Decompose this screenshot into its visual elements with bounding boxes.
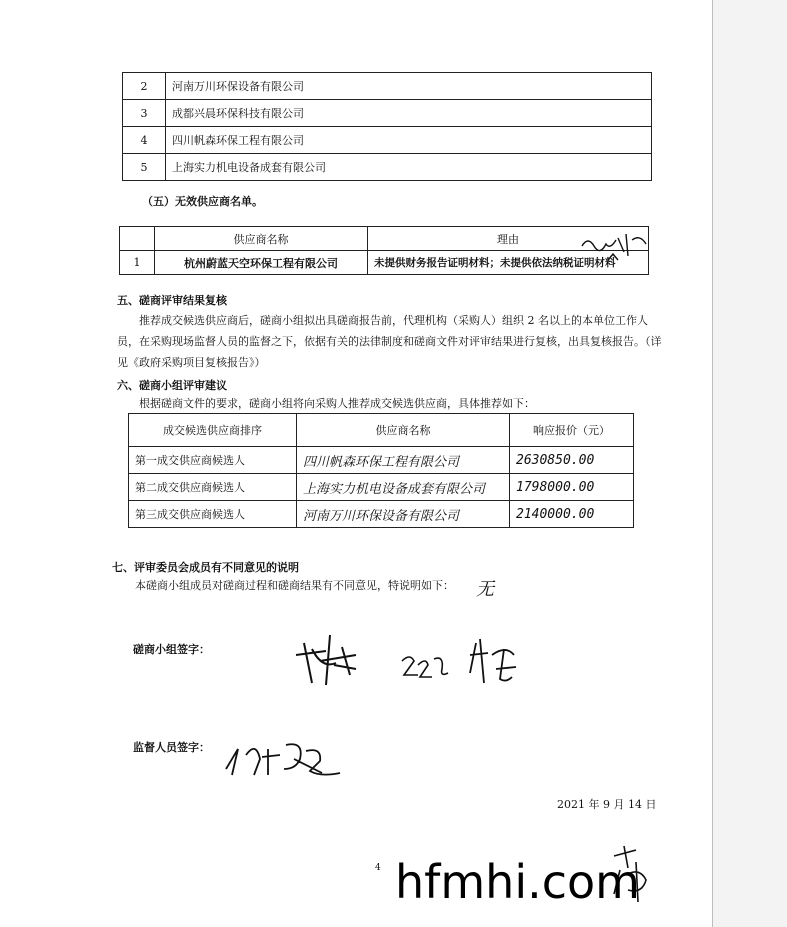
table-row [123,73,652,100]
supplier-name: 河南万川环保设备有限公司 [297,501,510,528]
supplier-name: 成都兴晨环保科技有限公司 [166,100,652,127]
supplier-name: 上海实力机电设备成套有限公司 [297,474,510,501]
table-row [123,154,652,181]
section-seven-heading: 七、评审委员会成员有不同意见的说明 [112,561,299,574]
price-cell: 2140000.00 [510,501,634,528]
price-cell: 1798000.00 [510,474,634,501]
row-number: 1 [120,251,155,275]
supervisor-signature-image [222,735,362,781]
supplier-table [122,72,652,181]
page-number: 4 [375,863,381,873]
header-supplier-name: 供应商名称 [297,414,510,447]
table-header-row [120,227,649,251]
supplier-name: 杭州蔚蓝天空环保工程有限公司 [155,251,368,275]
table-row [129,447,634,474]
table-row [129,474,634,501]
row-number: 5 [123,154,166,181]
section-six-body: 根据磋商文件的要求，磋商小组将向采购人推荐成交候选供应商，具体推荐如下： [139,397,535,410]
watermark-text: hfmhi.com [395,855,640,909]
rank-cell: 第一成交供应商候选人 [129,447,297,474]
supplier-name: 四川帆森环保工程有限公司 [297,447,510,474]
supervisor-signature-label: 监督人员签字： [133,741,210,754]
rank-cell: 第二成交供应商候选人 [129,474,297,501]
table-header-row [129,414,634,447]
rank-cell: 第三成交供应商候选人 [129,501,297,528]
header-price: 响应报价（元） [510,414,634,447]
document-date: 2021 年 9 月 14 日 [557,798,657,811]
invalid-supplier-table [119,226,649,275]
section-seven-body: 本磋商小组成员对磋商过程和磋商结果有不同意见，特说明如下： [135,579,454,592]
header-rank: 成交候选供应商排序 [129,414,297,447]
section-five-body: 推荐成交候选供应商后，磋商小组拟出具磋商报告前，代理机构（采购人）组织 2 名以上的本单位工作人员，在采购现场监督人员的监督之下，依据有关的法律制度和磋商文件对评审结果进行复核，出具复核报告。（详见《政府采购项目复核报告》） [117,314,662,369]
header-reason: 理由 [368,227,649,251]
section-five-heading: 五、磋商评审结果复核 [117,294,227,307]
supplier-name: 上海实力机电设备成套有限公司 [166,154,652,181]
panel-signatures-image [290,625,540,690]
supplier-name: 四川帆森环保工程有限公司 [166,127,652,154]
handwritten-signature-mark [578,228,650,270]
row-number: 3 [123,100,166,127]
header-supplier-name: 供应商名称 [155,227,368,251]
viewer-background [713,0,787,927]
invalid-supplier-subheading: （五）无效供应商名单。 [142,195,263,208]
handwritten-answer: 无 [476,579,494,600]
recommendation-table [128,413,634,528]
table-row [129,501,634,528]
row-number: 2 [123,73,166,100]
table-row [120,251,649,275]
table-row [123,127,652,154]
panel-signature-label: 磋商小组签字： [133,643,210,656]
price-cell: 2630850.00 [510,447,634,474]
table-row [123,100,652,127]
reason-text: 未提供财务报告证明材料；未提供依法纳税证明材料 [368,251,649,275]
section-six-heading: 六、磋商小组评审建议 [117,379,227,392]
supplier-name: 河南万川环保设备有限公司 [166,73,652,100]
row-number: 4 [123,127,166,154]
